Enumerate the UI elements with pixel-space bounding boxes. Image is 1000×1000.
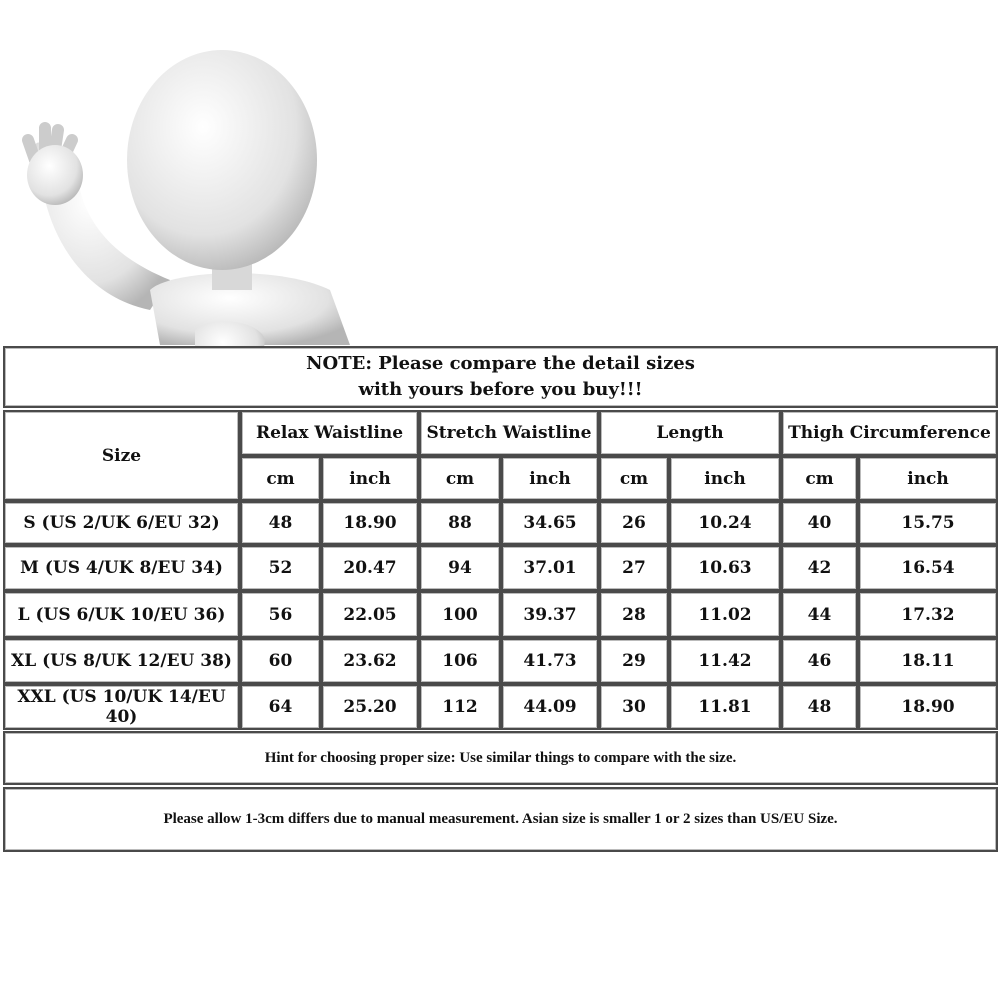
unit-header: inch: [501, 456, 599, 501]
measurement-cell: 18.11: [858, 638, 998, 684]
measurement-cell: 20.47: [321, 545, 419, 591]
size-label: L (US 6/UK 10/EU 36): [3, 591, 240, 638]
measurement-cell: 100: [419, 591, 501, 638]
measurement-cell: 41.73: [501, 638, 599, 684]
measurement-cell: 44: [781, 591, 858, 638]
measurement-cell: 22.05: [321, 591, 419, 638]
measurement-cell: 18.90: [321, 501, 419, 545]
measurement-cell: 48: [240, 501, 321, 545]
unit-header: inch: [321, 456, 419, 501]
measurement-cell: 11.81: [669, 684, 781, 730]
measurement-cell: 17.32: [858, 591, 998, 638]
unit-header: cm: [240, 456, 321, 501]
measurement-cell: 44.09: [501, 684, 599, 730]
measurement-cell: 48: [781, 684, 858, 730]
column-group-header: Relax Waistline: [240, 410, 419, 456]
measurement-cell: 29: [599, 638, 669, 684]
note-line1: NOTE: Please compare the detail sizes: [306, 353, 695, 374]
measurement-cell: 28: [599, 591, 669, 638]
unit-header: cm: [599, 456, 669, 501]
disclaimer-text: Please allow 1-3cm differs due to manual measurement. Asian size is smaller 1 or 2 sizes than US/EU Size.: [3, 787, 998, 852]
measurement-cell: 42: [781, 545, 858, 591]
measurement-cell: 34.65: [501, 501, 599, 545]
measurement-cell: 56: [240, 591, 321, 638]
hint-text: Hint for choosing proper size: Use similar things to compare with the size.: [3, 731, 998, 785]
waving-figure-illustration: [0, 0, 480, 400]
size-label: XXL (US 10/UK 14/EU 40): [3, 684, 240, 730]
size-label: M (US 4/UK 8/EU 34): [3, 545, 240, 591]
measurement-cell: 10.24: [669, 501, 781, 545]
measurement-cell: 11.02: [669, 591, 781, 638]
measurement-cell: 37.01: [501, 545, 599, 591]
measurement-cell: 106: [419, 638, 501, 684]
measurement-cell: 52: [240, 545, 321, 591]
measurement-cell: 23.62: [321, 638, 419, 684]
measurement-cell: 18.90: [858, 684, 998, 730]
measurement-cell: 40: [781, 501, 858, 545]
column-group-header: Thigh Circumference: [781, 410, 998, 456]
measurement-cell: 112: [419, 684, 501, 730]
measurement-cell: 11.42: [669, 638, 781, 684]
measurement-cell: 25.20: [321, 684, 419, 730]
note-line2: with yours before you buy!!!: [358, 379, 643, 400]
measurement-cell: 39.37: [501, 591, 599, 638]
measurement-cell: 16.54: [858, 545, 998, 591]
size-label: XL (US 8/UK 12/EU 38): [3, 638, 240, 684]
unit-header: inch: [669, 456, 781, 501]
column-group-header: Length: [599, 410, 781, 456]
unit-header: cm: [781, 456, 858, 501]
size-header: Size: [3, 410, 240, 501]
size-label: S (US 2/UK 6/EU 32): [3, 501, 240, 545]
measurement-cell: 15.75: [858, 501, 998, 545]
measurement-cell: 46: [781, 638, 858, 684]
measurement-cell: 26: [599, 501, 669, 545]
measurement-cell: 64: [240, 684, 321, 730]
unit-header: inch: [858, 456, 998, 501]
measurement-cell: 27: [599, 545, 669, 591]
column-group-header: Stretch Waistline: [419, 410, 599, 456]
measurement-cell: 94: [419, 545, 501, 591]
measurement-cell: 60: [240, 638, 321, 684]
measurement-cell: 88: [419, 501, 501, 545]
measurement-cell: 30: [599, 684, 669, 730]
measurement-cell: 10.63: [669, 545, 781, 591]
unit-header: cm: [419, 456, 501, 501]
note-banner: [3, 346, 998, 408]
